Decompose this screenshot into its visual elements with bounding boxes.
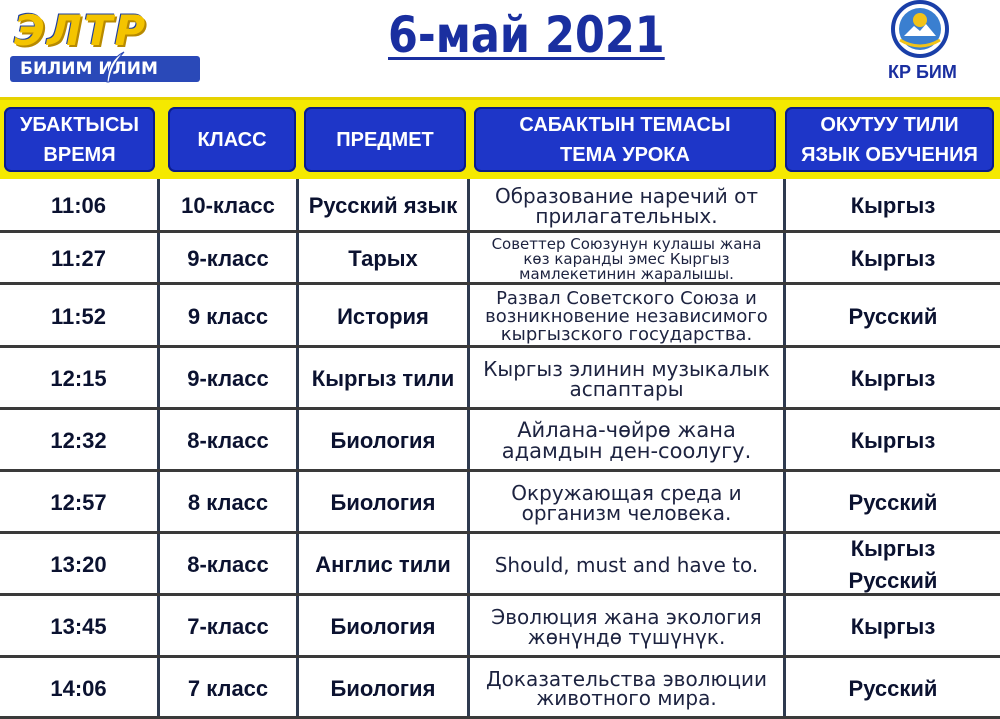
- topic-text: [491, 607, 761, 647]
- column-header-topic: [474, 107, 776, 172]
- time-cell: [0, 179, 157, 233]
- language-cell: [786, 179, 1000, 233]
- subject-cell: [299, 472, 467, 534]
- language-list: [851, 425, 936, 457]
- class-cell: [160, 534, 296, 596]
- column-header-time: [4, 107, 155, 172]
- topic-cell: [470, 472, 783, 534]
- schedule-table: [0, 179, 1000, 719]
- topic-line: жөнүндө түшүнүк.: [527, 625, 726, 649]
- topic-cell: [470, 179, 783, 233]
- time-text: 12:32: [50, 428, 107, 453]
- table-row: [0, 596, 1000, 658]
- time-cell: [0, 658, 157, 719]
- class-text: 9-класс: [187, 246, 269, 271]
- class-text: 9-класс: [187, 366, 269, 391]
- emblem-label: КР БИМ: [888, 62, 957, 82]
- topic-line: Окружающая среда и: [511, 481, 742, 505]
- topic-line: адамдын ден-соолугу.: [501, 439, 752, 463]
- topic-cell: [470, 348, 783, 410]
- kyrgyz-emblem-icon: [884, 0, 956, 58]
- subject-text: История: [337, 303, 429, 329]
- time-text: 11:06: [50, 193, 107, 218]
- class-text: 8-класс: [187, 552, 269, 577]
- topic-line: мамлекетинин жаралышы.: [519, 264, 734, 283]
- table-row: [0, 410, 1000, 472]
- subject-text: Биология: [330, 490, 436, 515]
- topic-cell: [470, 410, 783, 472]
- time-text: 12:57: [50, 490, 107, 515]
- class-cell: [160, 233, 296, 285]
- subject-cell: [299, 285, 467, 348]
- class-text: 9 класс: [187, 303, 269, 329]
- time-text: 14:06: [50, 675, 107, 701]
- class-text: 10-класс: [181, 193, 275, 218]
- class-cell: [160, 410, 296, 472]
- language-list: [849, 487, 938, 519]
- language-value: Кыргыз: [850, 193, 936, 218]
- table-row: [0, 179, 1000, 233]
- language-list: [851, 363, 936, 395]
- topic-line: возникновение независимого: [485, 305, 768, 327]
- language-value: Кыргыз: [850, 536, 936, 561]
- column-header-text: САБАКТЫН ТЕМАСЫ: [519, 113, 731, 136]
- time-cell: [0, 534, 157, 596]
- language-cell: [786, 285, 1000, 348]
- topic-cell: [470, 658, 783, 719]
- class-text: 7 класс: [187, 675, 269, 701]
- language-list: [849, 673, 938, 705]
- class-cell: [160, 285, 296, 348]
- language-list: [851, 243, 936, 275]
- subject-cell: [299, 410, 467, 472]
- topic-line: Развал Советского Союза и: [496, 287, 757, 309]
- subject-text: Русский язык: [308, 193, 458, 218]
- time-cell: [0, 233, 157, 285]
- topic-text: [495, 555, 759, 575]
- language-value: Русский: [848, 675, 938, 701]
- column-header-text: ТЕМА УРОКА: [560, 143, 690, 166]
- time-text: 11:27: [50, 246, 107, 271]
- topic-text: [495, 186, 758, 226]
- class-cell: [160, 596, 296, 658]
- eltr-logo: [8, 6, 198, 82]
- language-cell: [786, 658, 1000, 719]
- topic-line: Доказательства эволюции: [486, 666, 767, 691]
- language-cell: [786, 596, 1000, 658]
- topic-line: Эволюция жана экология: [491, 605, 762, 629]
- logo-band: БИЛИМ ИЛИМ: [10, 56, 200, 82]
- column-header-class: [168, 107, 296, 172]
- topic-text: [483, 359, 770, 399]
- language-value: Кыргыз: [850, 428, 936, 453]
- topic-line: кыргызского государства.: [500, 323, 753, 345]
- time-text: 13:20: [50, 552, 107, 577]
- column-header-text: ОКУТУУ ТИЛИ: [820, 113, 959, 136]
- time-cell: [0, 348, 157, 410]
- language-cell: [786, 348, 1000, 410]
- language-cell: [786, 233, 1000, 285]
- language-value: Русский: [848, 568, 938, 593]
- feather-icon: [104, 50, 126, 84]
- subject-text: Биология: [330, 614, 436, 639]
- topic-text: [486, 666, 767, 710]
- column-header-text: ВРЕМЯ: [43, 143, 116, 166]
- time-text: 13:45: [50, 614, 107, 639]
- subject-text: Тарых: [348, 246, 418, 271]
- table-row: [0, 285, 1000, 348]
- language-value: Кыргыз: [850, 614, 936, 639]
- class-text: 8 класс: [187, 490, 269, 515]
- class-cell: [160, 658, 296, 719]
- column-header-text: ЯЗЫК ОБУЧЕНИЯ: [801, 143, 978, 166]
- topic-cell: [470, 285, 783, 348]
- subject-cell: [299, 233, 467, 285]
- topic-text: [511, 483, 741, 523]
- time-cell: [0, 285, 157, 348]
- topic-text: [485, 287, 768, 345]
- language-list: [851, 190, 936, 222]
- language-value: Русский: [848, 303, 938, 329]
- class-cell: [160, 348, 296, 410]
- column-header-text: КЛАСС: [197, 128, 267, 151]
- subject-cell: [299, 658, 467, 719]
- table-row: [0, 534, 1000, 596]
- table-header: [0, 97, 1000, 179]
- topic-line: Кыргыз элинин музыкалык: [483, 357, 770, 381]
- class-cell: [160, 179, 296, 233]
- column-header-language: [785, 107, 994, 172]
- language-list: [851, 611, 936, 643]
- table-row: [0, 658, 1000, 719]
- topic-line: Образование наречий от: [494, 184, 759, 208]
- logo-wordmark: ЭЛТР: [14, 6, 148, 55]
- topic-cell: [470, 534, 783, 596]
- page-title: 6-май 2021: [388, 6, 665, 64]
- class-text: 8-класс: [187, 428, 269, 453]
- column-header-text: УБАКТЫСЫ: [19, 113, 140, 136]
- time-cell: [0, 410, 157, 472]
- subject-cell: [299, 348, 467, 410]
- topic-line: Советтер Союзунун кулашы жана: [491, 234, 762, 253]
- topic-line: Should, must and have to.: [494, 553, 759, 577]
- topic-line: Айлана-чөйрө жана: [517, 418, 736, 442]
- table-row: [0, 348, 1000, 410]
- column-header-text: ПРЕДМЕТ: [336, 128, 434, 151]
- table-row: [0, 472, 1000, 534]
- time-cell: [0, 596, 157, 658]
- language-value: Кыргыз: [850, 246, 936, 271]
- language-list: [849, 533, 938, 597]
- language-cell: [786, 472, 1000, 534]
- topic-line: организм человека.: [521, 501, 732, 525]
- topic-line: животного мира.: [536, 685, 717, 710]
- topic-cell: [470, 596, 783, 658]
- column-header-subject: [304, 107, 466, 172]
- subject-cell: [299, 596, 467, 658]
- language-value: Русский: [848, 490, 938, 515]
- subject-text: Биология: [330, 428, 436, 453]
- topic-text: [502, 420, 752, 462]
- subject-text: Англис тили: [315, 552, 451, 577]
- topic-text: [491, 234, 762, 283]
- subject-text: Кыргыз тили: [311, 366, 455, 391]
- topic-line: прилагательных.: [535, 204, 718, 228]
- language-list: [849, 301, 938, 333]
- topic-line: аспаптары: [569, 377, 684, 401]
- subject-cell: [299, 534, 467, 596]
- time-text: 11:52: [50, 303, 107, 329]
- topic-line: көз каранды эмес Кыргыз: [523, 249, 730, 268]
- language-cell: [786, 534, 1000, 596]
- time-text: 12:15: [50, 366, 107, 391]
- class-text: 7-класс: [187, 614, 269, 639]
- language-cell: [786, 410, 1000, 472]
- subject-cell: [299, 179, 467, 233]
- table-row: [0, 233, 1000, 285]
- class-cell: [160, 472, 296, 534]
- language-value: Кыргыз: [850, 366, 936, 391]
- subject-text: Биология: [330, 675, 436, 701]
- time-cell: [0, 472, 157, 534]
- topic-cell: [470, 233, 783, 285]
- page-header: [0, 0, 1000, 100]
